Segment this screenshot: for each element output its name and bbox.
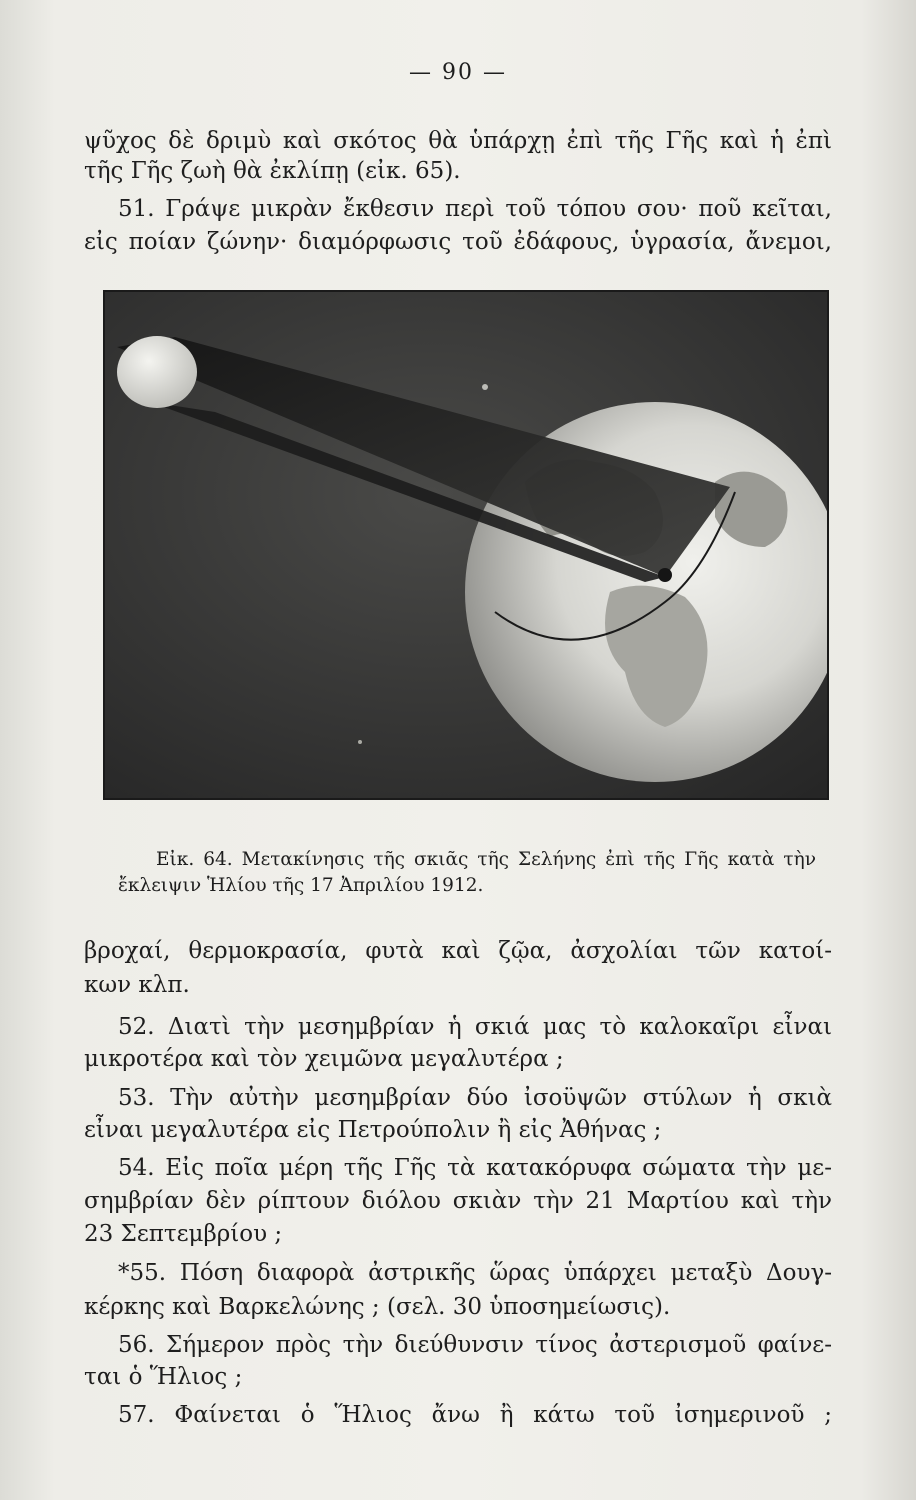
text-line: εἰς ποίαν ζώνην· διαμόρφωσις τοῦ ἐδάφους, ὑγρασία, ἄνεμοι,	[84, 229, 832, 255]
exercise-54-line: 54. Εἰς ποῖα μέρη τῆς Γῆς τὰ κατακόρυφα σώματα τὴν με-	[118, 1155, 832, 1181]
text-line: ται ὁ Ἥλιος ;	[84, 1364, 243, 1390]
shadow-spot	[658, 568, 672, 582]
text-line: μικροτέρα καὶ τὸν χειμῶνα μεγαλυτέρα ;	[84, 1046, 564, 1072]
text-line: 23 Σεπτεμβρίου ;	[84, 1221, 283, 1247]
star-dot	[482, 384, 488, 390]
text-line: τῆς Γῆς ζωὴ θὰ ἐκλίπῃ (εἰκ. 65).	[84, 158, 461, 184]
text-line: ψῦχος δὲ δριμὺ καὶ σκότος θὰ ὑπάρχῃ ἐπὶ τῆς Γῆς καὶ ἡ ἐπὶ	[84, 128, 832, 154]
text-line: σημβρίαν δὲν ρίπτουν διόλου σκιὰν τὴν 21 Μαρτίου καὶ τὴν	[84, 1188, 832, 1214]
exercise-57-line: 57. Φαίνεται ὁ Ἥλιος ἄνω ἢ κάτω τοῦ ἰσημερινοῦ ;	[118, 1402, 832, 1428]
solar-eclipse-illustration	[103, 290, 829, 800]
exercise-52-line: 52. Διατὶ τὴν μεσημβρίαν ἡ σκιά μας τὸ καλοκαῖρι εἶναι	[118, 1014, 832, 1040]
exercise-55-line: *55. Πόση διαφορὰ ἀστρικῆς ὥρας ὑπάρχει μεταξὺ Δουγ-	[118, 1260, 832, 1286]
figure-caption-line: Εἰκ. 64. Μετακίνησις τῆς σκιᾶς τῆς Σελήνης ἐπὶ τῆς Γῆς κατὰ τὴν	[156, 849, 816, 870]
text-line: κέρκης καὶ Βαρκελώνης ; (σελ. 30 ὑποσημείωσις).	[84, 1294, 671, 1320]
text-line: εἶναι μεγαλυτέρα εἰς Πετρούπολιν ἢ εἰς Ἀθήνας ;	[84, 1117, 662, 1143]
text-line: κων κλπ.	[84, 972, 190, 998]
text-line: βροχαί, θερμοκρασία, φυτὰ καὶ ζῷα, ἀσχολίαι τῶν κατοί-	[84, 938, 832, 964]
moon	[117, 336, 197, 408]
star-dot	[358, 740, 362, 744]
figure-caption-line: ἔκλειψιν Ἡλίου τῆς 17 Ἀπριλίου 1912.	[118, 875, 484, 896]
exercise-53-line: 53. Τὴν αὐτὴν μεσημβρίαν δύο ἰσοϋψῶν στύλων ἡ σκιὰ	[118, 1085, 832, 1111]
exercise-56-line: 56. Σήμερον πρὸς τὴν διεύθυνσιν τίνος ἀστερισμοῦ φαίνε-	[118, 1332, 832, 1358]
exercise-51-line: 51. Γράψε μικρὰν ἔκθεσιν περὶ τοῦ τόπου σου· ποῦ κεῖται,	[118, 196, 832, 222]
page-number: — 90 —	[409, 60, 507, 85]
